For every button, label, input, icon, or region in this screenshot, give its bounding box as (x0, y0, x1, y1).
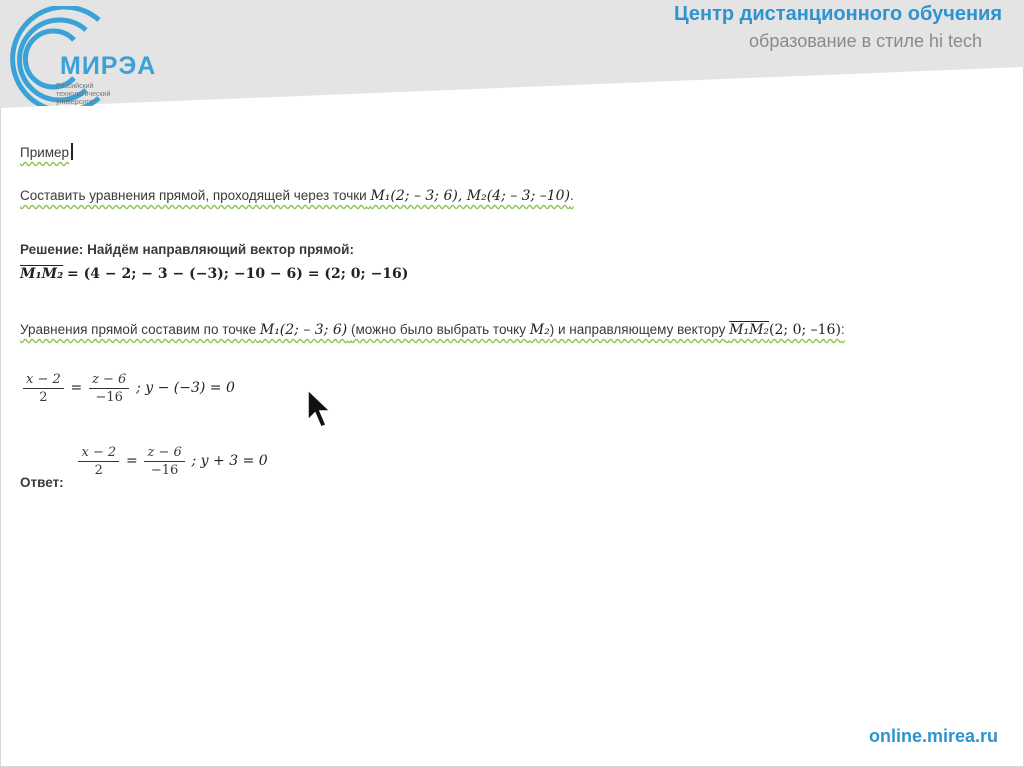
solution-text: Найдём направляющий вектор прямой: (87, 242, 354, 257)
vector-line (20, 266, 408, 282)
equals-sign: = (125, 453, 138, 470)
eq-vector-coords: (2; 0; –16) (769, 322, 841, 338)
vector-calc: = (4 − 2; − 3 − (−3); −10 − 6) = (2; 0; −16) (67, 266, 409, 282)
header-subtitle: образование в стиле hi tech (749, 31, 982, 51)
eq-point-1: M₁(2; – 3; 6) (259, 322, 348, 338)
vector-name: M₁M₂ (20, 266, 64, 282)
equals-sign: = (70, 380, 83, 397)
fraction-numerator: x − 2 (23, 372, 64, 389)
fraction-denominator: −16 (150, 463, 179, 478)
task-end: . (570, 188, 574, 203)
eq-text-2: (можно было выбрать точку (351, 322, 526, 337)
footer-site-link[interactable]: online.mirea.ru (868, 726, 998, 746)
task-points: M₁(2; – 3; 6), M₂(4; – 3; –10) (370, 188, 571, 204)
fraction-denominator: 2 (94, 463, 103, 478)
fraction-numerator: z − 6 (89, 372, 129, 389)
example-label: Пример (20, 145, 70, 160)
eq-text-3: ) и направляющему вектору (549, 322, 726, 337)
fraction-z (89, 372, 129, 405)
eq-end: : (840, 322, 845, 337)
mouse-pointer-icon (306, 388, 334, 430)
header-title: Центр дистанционного обучения (674, 3, 1002, 25)
equation-rest: ; y − (−3) = 0 (136, 380, 235, 397)
answer-label: Ответ: (20, 475, 64, 491)
equation-rest: ; y + 3 = 0 (191, 453, 268, 470)
answer-line (20, 445, 268, 490)
fraction-z (144, 445, 184, 478)
logo-name: МИРЭА (60, 52, 157, 80)
fraction-x (78, 445, 119, 478)
solution-line (20, 242, 354, 257)
canonical-equation-1 (20, 372, 235, 405)
fraction-numerator: z − 6 (144, 445, 184, 462)
eq-text-1: Уравнения прямой составим по точке (20, 322, 257, 337)
task-text: Составить уравнения прямой, проходящей через точки (20, 188, 367, 203)
fraction-numerator: x − 2 (78, 445, 119, 462)
equation-intro-line (20, 322, 845, 338)
logo-subtitle: Российский технологический университет (56, 83, 111, 106)
fraction-denominator: −16 (95, 390, 123, 405)
eq-vector: M₁M₂ (729, 322, 770, 338)
eq-point-2: M₂ (529, 322, 550, 338)
text-caret (71, 143, 73, 160)
task-line (20, 188, 574, 204)
fraction-denominator: 2 (39, 390, 48, 405)
fraction-x (23, 372, 64, 405)
solution-label: Решение: (20, 242, 84, 257)
example-line (20, 143, 73, 160)
